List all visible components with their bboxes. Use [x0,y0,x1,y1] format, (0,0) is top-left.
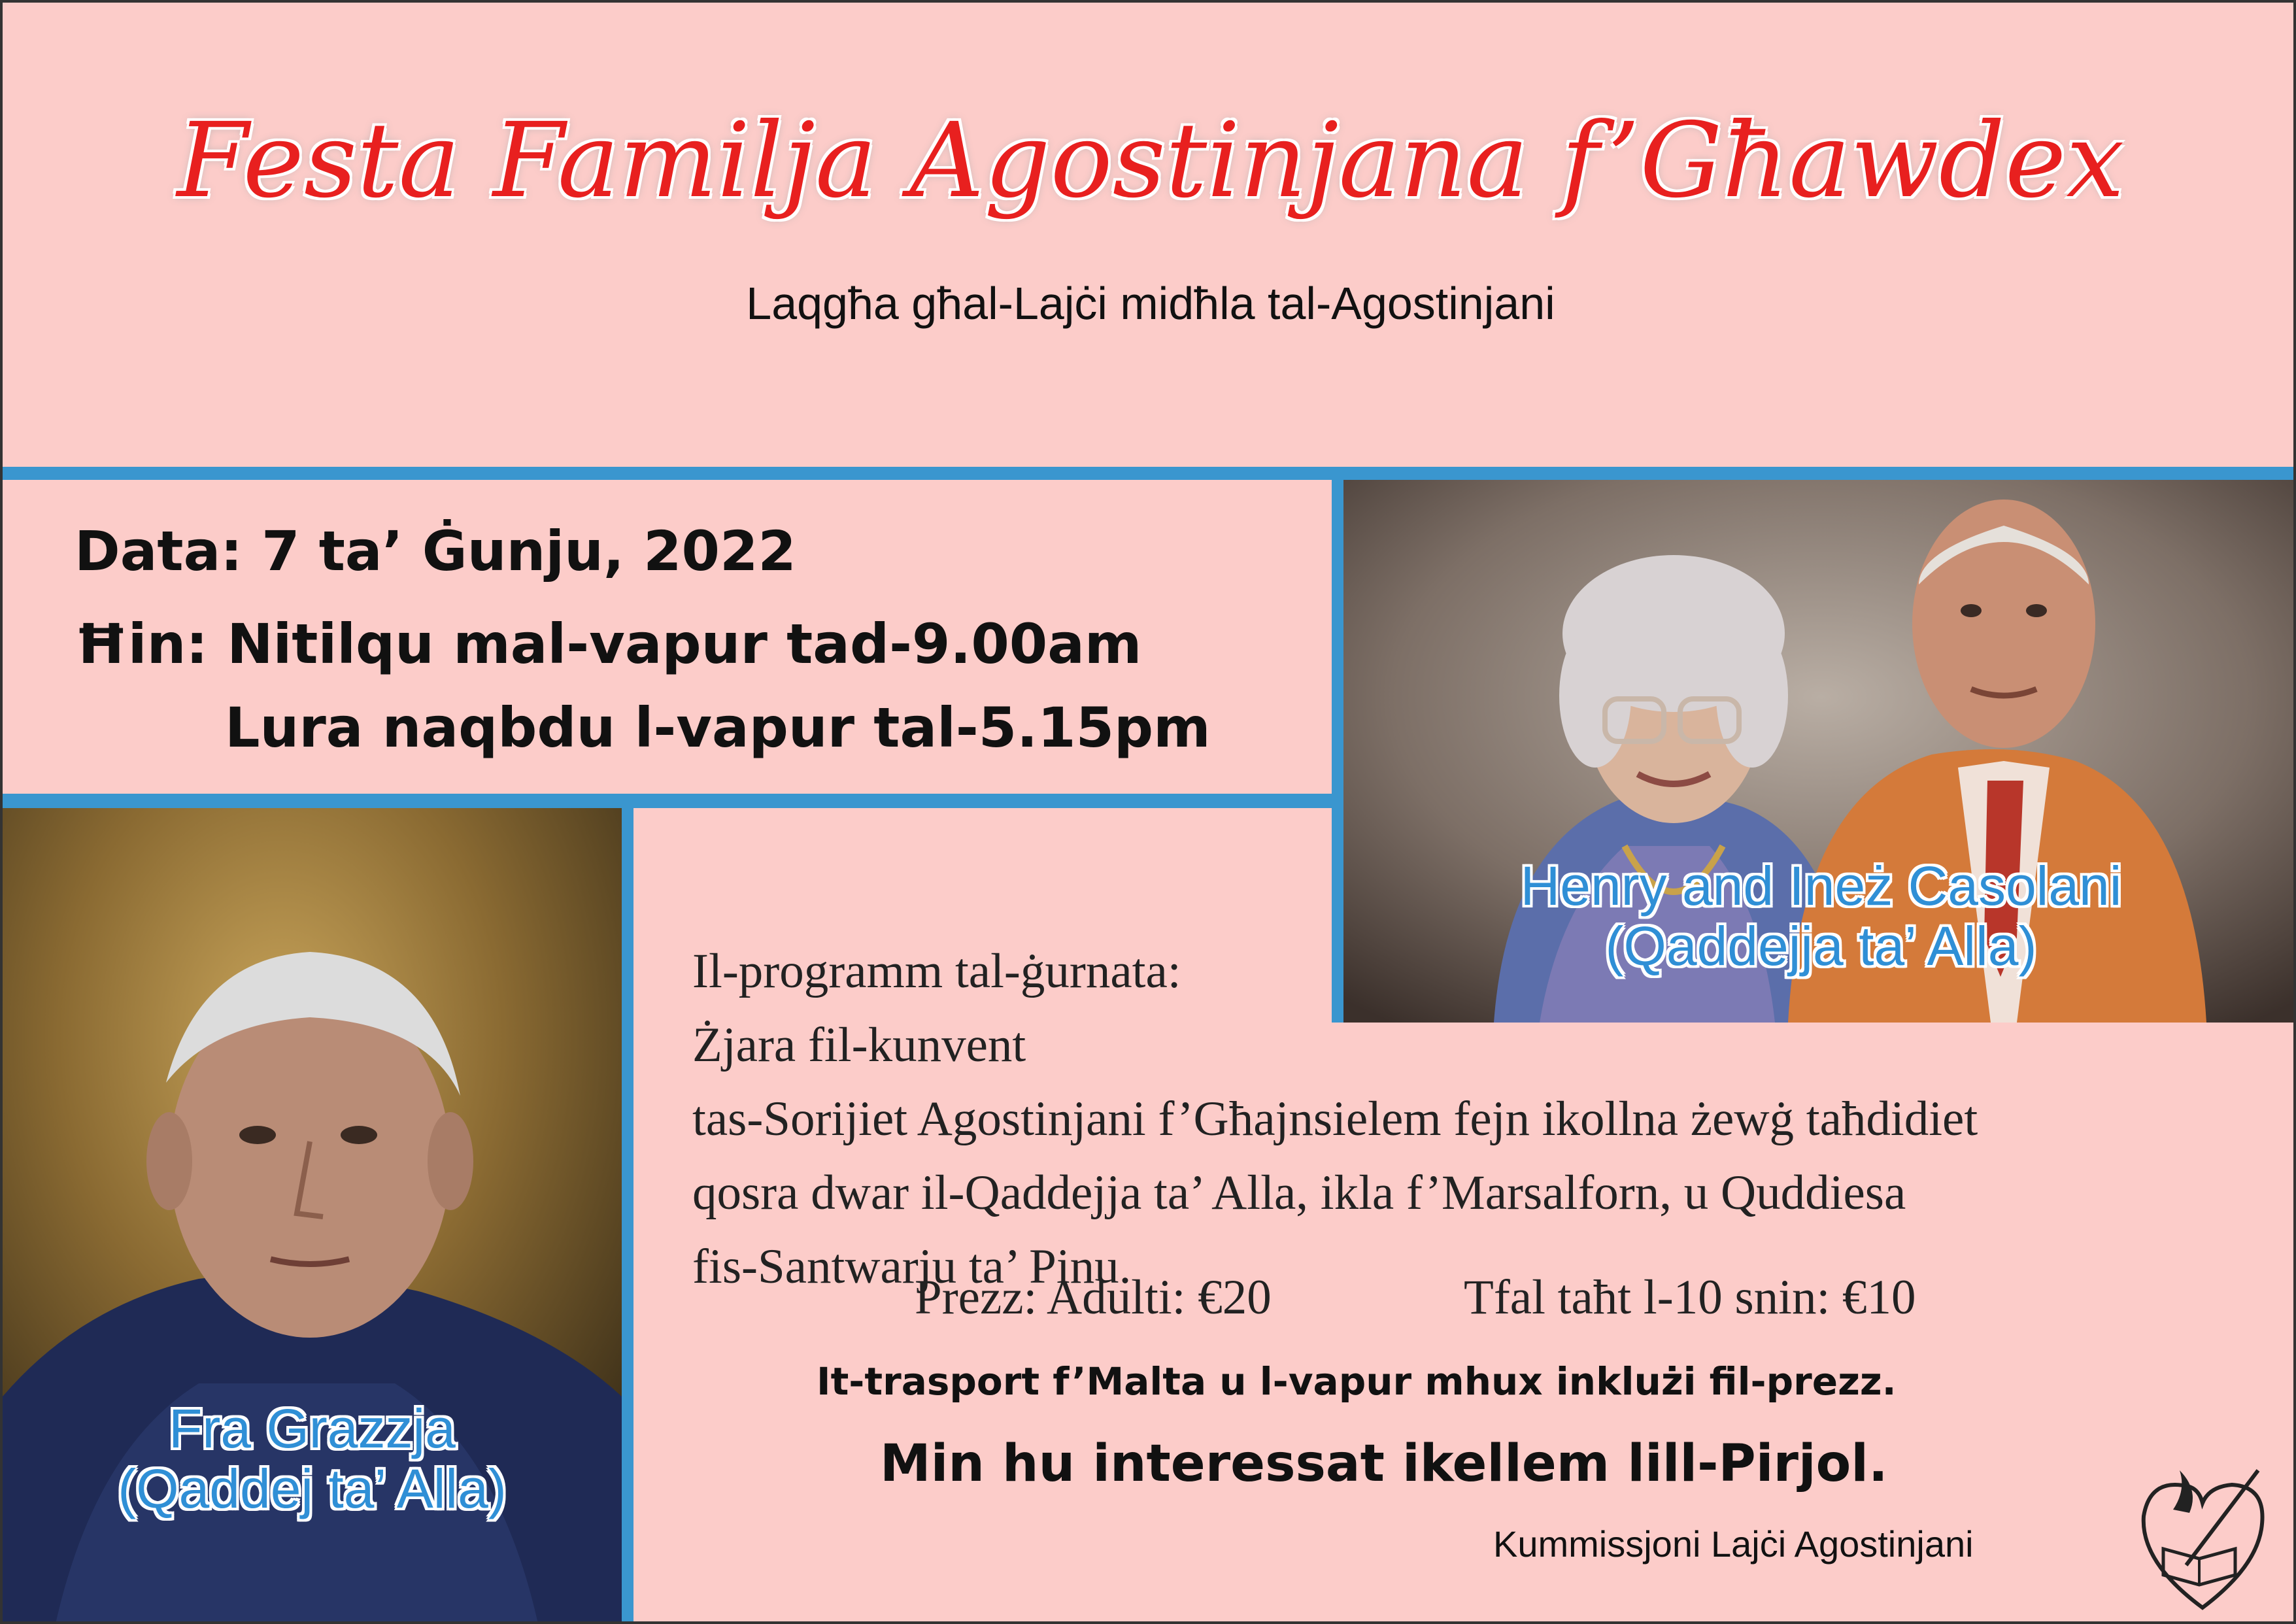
divider-band-top [3,467,2296,480]
programme-line: Żjara fil-kunvent [692,1018,1026,1072]
transport-note: It-trasport f’Malta u l-vapur mhux inklużi fil-prezz. [817,1359,1897,1404]
event-departure-time: Ħin: Nitilqu mal-vapur tad-9.00am [75,612,1142,676]
price-adults: Prezz: Adulti: €20 [915,1270,1272,1325]
programme-line: fis-Santwarju ta’ Pinu. [692,1240,1132,1294]
programme-line: Il-programm tal-ġurnata: [692,944,1181,998]
friar-caption-name: Fra Grazzja [169,1398,456,1459]
programme-line: qosra dwar il-Qaddejja ta’ Alla, ikla f’Marsalforn, u Quddiesa [692,1166,1906,1220]
programme-line: tas-Sorijiet Agostinjani f’Għajnsielem fejn ikollna żewġ taħdidiet [692,1092,1978,1146]
couple-caption-title: (Qaddejja ta’ Alla) [1605,915,2037,977]
organisation-name: Kummissjoni Lajċi Agostinjani [1493,1523,1974,1565]
divider-band-vertical-left [622,794,633,1624]
programme-text [692,934,2229,1304]
friar-caption-title: (Qaddej ta’ Alla) [118,1458,507,1520]
flyer-subtitle: Laqgħa għal-Lajċi midħla tal-Agostinjani [746,278,1555,329]
price-children: Tfal taħt l-10 snin: €10 [1464,1270,1916,1325]
contact-note: Min hu interessat ikellem lill-Pirjol. [880,1434,1888,1493]
flyer-title: Festa Familja Agostinjana f’Għawdex [177,101,2125,221]
friar-caption [3,1398,622,1519]
event-date: Data: 7 ta’ Ġunju, 2022 [75,519,796,583]
event-return-time: Lura naqbdu l-vapur tal-5.15pm [225,696,1211,760]
divider-band-middle [3,794,1343,808]
couple-caption-names: Henry and Ineż Casolani [1520,855,2122,917]
augustinian-heart-logo [2127,1451,2278,1624]
